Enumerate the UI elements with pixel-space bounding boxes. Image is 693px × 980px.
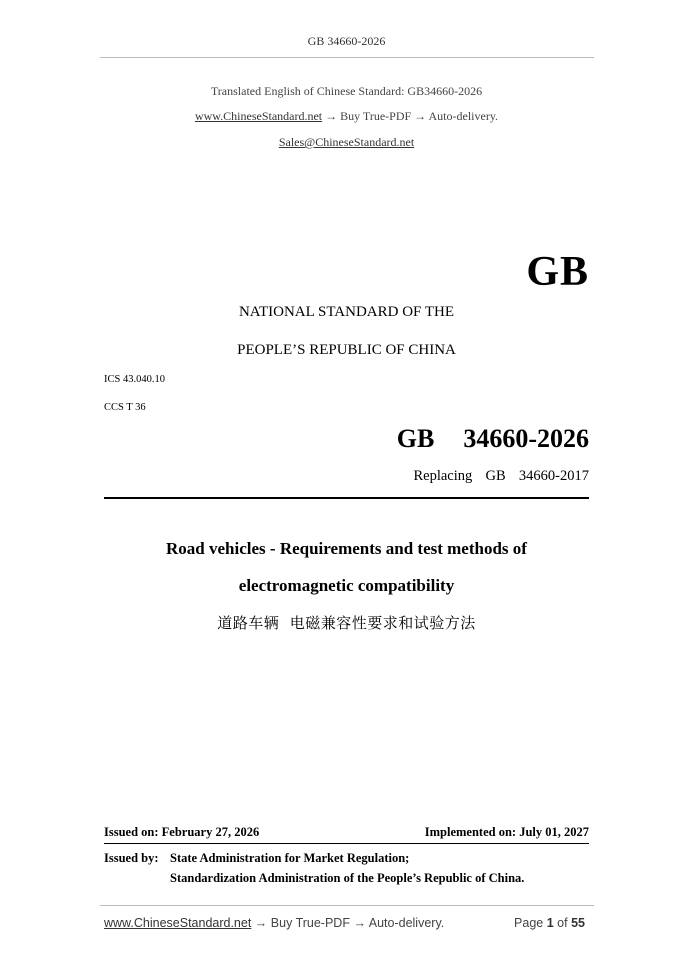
translation-notice: Translated English of Chinese Standard: GB34660-2026 [210, 84, 483, 98]
standard-number: GB 34660-2026 [396, 424, 589, 453]
issued-by-label: Issued by: [104, 851, 159, 865]
replacing-note: Replacing GB 34660-2017 [413, 468, 589, 484]
title-chinese: 道路车辆 电磁兼容性要求和试验方法 [217, 614, 476, 632]
of-word: of [557, 916, 568, 930]
page-indicator [514, 916, 585, 930]
site-link[interactable]: www.ChineseStandard.net [194, 109, 323, 123]
footer-links [104, 916, 444, 930]
issued-on-date: Issued on: February 27, 2026 [104, 825, 260, 839]
footer-divider [100, 905, 594, 906]
page-word: Page [514, 916, 544, 930]
issuer-2: Standardization Administration of the People’s Republic of China. [170, 871, 525, 885]
page-current: 1 [546, 916, 554, 930]
buy-pdf-text: Buy True-PDF [340, 109, 412, 123]
page-total: 55 [571, 916, 585, 930]
ccs-code: CCS T 36 [104, 402, 146, 413]
title-line2: electromagnetic compatibility [238, 576, 455, 595]
national-standard-line1: NATIONAL STANDARD OF THE [238, 304, 455, 320]
issuer-1: State Administration for Market Regulation; [170, 851, 410, 865]
ics-code: ICS 43.040.10 [104, 374, 165, 385]
banner-links [0, 109, 693, 124]
arrow-right-icon: → [414, 109, 427, 123]
title-line1: Road vehicles - Requirements and test methods of [166, 539, 527, 558]
national-standard-line2: PEOPLE’S REPUBLIC OF CHINA [237, 342, 456, 358]
title-divider [104, 497, 589, 499]
running-header: GB 34660-2026 [307, 34, 386, 48]
footer-delivery-text: Auto-delivery. [368, 916, 445, 930]
sales-email-link[interactable]: Sales@ChineseStandard.net [278, 135, 415, 149]
gb-mark: GB [526, 249, 589, 295]
implemented-on-date: Implemented on: July 01, 2027 [424, 825, 589, 839]
email-line [0, 135, 693, 150]
footer-site-link[interactable]: www.ChineseStandard.net [104, 916, 252, 930]
arrow-right-icon: → [353, 916, 366, 930]
auto-delivery-text: Auto-delivery. [428, 109, 499, 123]
issue-divider [104, 843, 589, 844]
header-divider [100, 57, 594, 58]
footer-buy-text: Buy True-PDF [270, 916, 350, 930]
arrow-right-icon: → [254, 916, 268, 930]
arrow-right-icon: → [325, 109, 338, 123]
